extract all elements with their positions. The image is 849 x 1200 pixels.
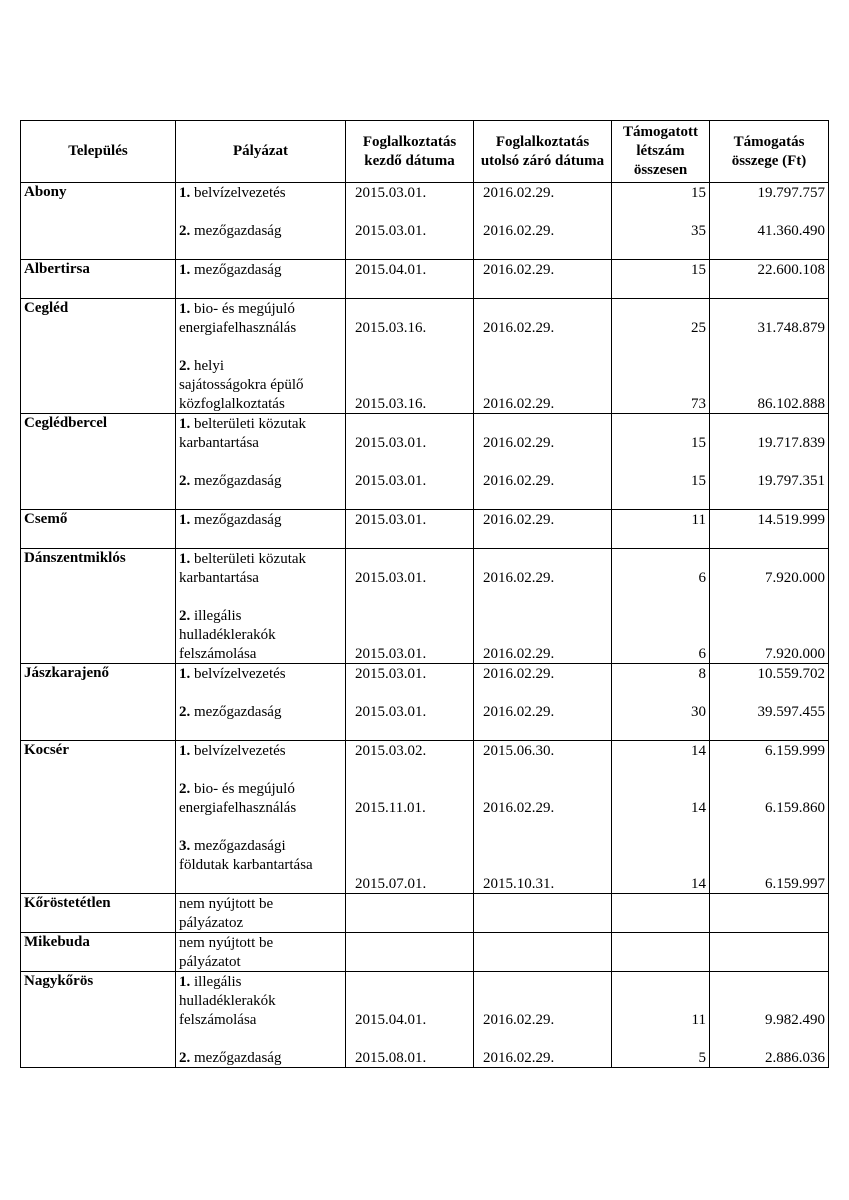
amount: 6.159.860 — [765, 800, 825, 816]
end-date: 2016.02.29. — [483, 262, 555, 278]
amount: 19.717.839 — [757, 435, 825, 451]
cell-osszeg — [710, 414, 829, 510]
entry-text: belterületi közutak karbantartása — [179, 551, 307, 586]
cell-zaro — [474, 260, 612, 299]
cell-zaro — [474, 549, 612, 664]
cell-kezdo — [346, 741, 474, 894]
header-letszam: Támogatott létszám összesen — [612, 121, 710, 183]
cell-letszam — [612, 299, 710, 414]
entry-text: mezőgazdaság — [194, 704, 282, 720]
entry-text: illegális hulladéklerakók felszámolása — [179, 608, 276, 662]
telepules-name: Kocsér — [24, 742, 69, 758]
cell-palyazat — [176, 549, 346, 664]
headcount: 11 — [691, 512, 706, 528]
start-date: 2015.08.01. — [355, 1050, 427, 1066]
cell-letszam — [612, 414, 710, 510]
entry-text: helyi sajátosságokra épülő közfoglalkoztatás — [179, 358, 304, 412]
palyazat-entry — [179, 837, 342, 875]
headcount: 15 — [691, 473, 706, 489]
end-date: 2016.02.29. — [483, 704, 555, 720]
no-application-note: nem nyújtott be pályázatoz — [179, 896, 274, 931]
cell-telepules — [21, 741, 176, 894]
palyazat-entry — [179, 184, 342, 203]
cell-letszam — [612, 972, 710, 1068]
telepules-name: Ceglédbercel — [24, 415, 108, 431]
cell-osszeg — [710, 510, 829, 549]
cell-kezdo — [346, 260, 474, 299]
end-date: 2015.06.30. — [483, 743, 555, 759]
entry-text: belvízelvezetés — [194, 185, 286, 201]
headcount: 6 — [698, 570, 706, 586]
amount: 86.102.888 — [757, 396, 825, 412]
header-palyazat: Pályázat — [176, 121, 346, 183]
entry-text: bio- és megújuló energiafelhasználás — [179, 781, 297, 816]
entry-number: 1. — [179, 551, 191, 567]
cell-zaro — [474, 664, 612, 741]
headcount: 15 — [691, 262, 706, 278]
headcount: 35 — [691, 223, 706, 239]
entry-number: 2. — [179, 223, 191, 239]
telepules-name: Albertirsa — [24, 261, 90, 277]
end-date: 2016.02.29. — [483, 320, 555, 336]
cell-osszeg — [710, 664, 829, 741]
telepules-name: Dánszentmiklós — [24, 550, 126, 566]
cell-kezdo — [346, 510, 474, 549]
cell-zaro — [474, 741, 612, 894]
amount: 7.920.000 — [765, 570, 825, 586]
palyazat-entry — [179, 511, 342, 530]
cell-telepules — [21, 260, 176, 299]
entry-number: 3. — [179, 838, 191, 854]
cell-zaro — [474, 894, 612, 933]
amount: 14.519.999 — [757, 512, 825, 528]
cell-osszeg — [710, 741, 829, 894]
cell-kezdo — [346, 414, 474, 510]
telepules-name: Nagykőrös — [24, 973, 94, 989]
cell-letszam — [612, 260, 710, 299]
entry-number: 2. — [179, 358, 191, 374]
headcount: 14 — [691, 743, 706, 759]
amount: 39.597.455 — [757, 704, 825, 720]
cell-telepules — [21, 183, 176, 260]
table-row — [21, 510, 829, 549]
palyazat-entry — [179, 300, 342, 338]
end-date: 2016.02.29. — [483, 666, 555, 682]
palyazat-entry — [179, 607, 342, 664]
headcount: 15 — [691, 185, 706, 201]
cell-telepules — [21, 549, 176, 664]
entry-text: belterületi közutak karbantartása — [179, 416, 307, 451]
palyazat-entry — [179, 973, 342, 1030]
entry-text: mezőgazdaság — [194, 1050, 282, 1066]
end-date: 2016.02.29. — [483, 570, 555, 586]
table-row — [21, 414, 829, 510]
cell-osszeg — [710, 933, 829, 972]
cell-letszam — [612, 549, 710, 664]
cell-letszam — [612, 741, 710, 894]
table-row — [21, 183, 829, 260]
start-date: 2015.03.01. — [355, 435, 427, 451]
entry-number: 1. — [179, 416, 191, 432]
amount: 9.982.490 — [765, 1012, 825, 1028]
header-zaro: Foglalkoztatás utolsó záró dátuma — [474, 121, 612, 183]
cell-telepules — [21, 510, 176, 549]
cell-letszam — [612, 183, 710, 260]
cell-telepules — [21, 299, 176, 414]
amount: 19.797.757 — [757, 185, 825, 201]
palyazat-entry — [179, 472, 342, 491]
telepules-name: Kőröstetétlen — [24, 895, 111, 911]
palyazat-entry — [179, 415, 342, 453]
end-date: 2016.02.29. — [483, 800, 555, 816]
header-telepules: Település — [21, 121, 176, 183]
headcount: 11 — [691, 1012, 706, 1028]
entry-number: 2. — [179, 473, 191, 489]
cell-osszeg — [710, 549, 829, 664]
cell-osszeg — [710, 260, 829, 299]
end-date: 2016.02.29. — [483, 396, 555, 412]
amount: 41.360.490 — [757, 223, 825, 239]
telepules-name: Csemő — [24, 511, 68, 527]
start-date: 2015.03.01. — [355, 570, 427, 586]
end-date: 2016.02.29. — [483, 646, 555, 662]
cell-zaro — [474, 414, 612, 510]
entry-number: 2. — [179, 1050, 191, 1066]
no-application-note: nem nyújtott be pályázatot — [179, 935, 274, 970]
telepules-name: Abony — [24, 184, 67, 200]
cell-kezdo — [346, 664, 474, 741]
entry-number: 1. — [179, 666, 191, 682]
cell-kezdo — [346, 972, 474, 1068]
start-date: 2015.03.01. — [355, 704, 427, 720]
start-date: 2015.03.01. — [355, 473, 427, 489]
palyazat-entry — [179, 703, 342, 722]
entry-number: 1. — [179, 743, 191, 759]
amount: 10.559.702 — [757, 666, 825, 682]
header-row — [21, 121, 829, 183]
headcount: 25 — [691, 320, 706, 336]
headcount: 14 — [691, 800, 706, 816]
end-date: 2016.02.29. — [483, 512, 555, 528]
start-date: 2015.03.01. — [355, 185, 427, 201]
entry-number: 1. — [179, 512, 191, 528]
cell-zaro — [474, 933, 612, 972]
cell-kezdo — [346, 933, 474, 972]
end-date: 2016.02.29. — [483, 1050, 555, 1066]
funding-table — [20, 120, 829, 1068]
table-row — [21, 741, 829, 894]
start-date: 2015.03.01. — [355, 666, 427, 682]
cell-palyazat — [176, 260, 346, 299]
telepules-name: Mikebuda — [24, 934, 90, 950]
start-date: 2015.11.01. — [355, 800, 426, 816]
cell-telepules — [21, 972, 176, 1068]
amount: 6.159.999 — [765, 743, 825, 759]
table-row — [21, 894, 829, 933]
amount: 31.748.879 — [757, 320, 825, 336]
cell-telepules — [21, 664, 176, 741]
palyazat-entry — [179, 1049, 342, 1068]
cell-palyazat — [176, 933, 346, 972]
table-row — [21, 260, 829, 299]
entry-text: mezőgazdasági földutak karbantartása — [179, 838, 313, 873]
cell-letszam — [612, 894, 710, 933]
cell-zaro — [474, 183, 612, 260]
headcount: 30 — [691, 704, 706, 720]
headcount: 6 — [698, 646, 706, 662]
headcount: 15 — [691, 435, 706, 451]
cell-telepules — [21, 933, 176, 972]
cell-letszam — [612, 933, 710, 972]
entry-number: 1. — [179, 301, 191, 317]
cell-kezdo — [346, 549, 474, 664]
headcount: 5 — [698, 1050, 706, 1066]
headcount: 73 — [691, 396, 706, 412]
cell-telepules — [21, 894, 176, 933]
telepules-name: Jászkarajenő — [24, 665, 109, 681]
amount: 19.797.351 — [757, 473, 825, 489]
cell-osszeg — [710, 299, 829, 414]
palyazat-entry — [179, 742, 342, 761]
entry-text: mezőgazdaság — [194, 262, 282, 278]
start-date: 2015.03.16. — [355, 396, 427, 412]
entry-text: belvízelvezetés — [194, 743, 286, 759]
table-body — [21, 183, 829, 1068]
table-row — [21, 972, 829, 1068]
cell-palyazat — [176, 741, 346, 894]
cell-letszam — [612, 510, 710, 549]
cell-osszeg — [710, 183, 829, 260]
cell-osszeg — [710, 894, 829, 933]
cell-osszeg — [710, 972, 829, 1068]
table-row — [21, 549, 829, 664]
cell-zaro — [474, 510, 612, 549]
end-date: 2016.02.29. — [483, 435, 555, 451]
entry-number: 2. — [179, 704, 191, 720]
entry-number: 1. — [179, 262, 191, 278]
cell-kezdo — [346, 894, 474, 933]
cell-zaro — [474, 972, 612, 1068]
end-date: 2016.02.29. — [483, 185, 555, 201]
entry-number: 2. — [179, 781, 191, 797]
palyazat-entry — [179, 780, 342, 818]
telepules-name: Cegléd — [24, 300, 69, 316]
start-date: 2015.03.16. — [355, 320, 427, 336]
amount: 6.159.997 — [765, 876, 825, 892]
start-date: 2015.04.01. — [355, 1012, 427, 1028]
cell-palyazat — [176, 414, 346, 510]
entry-text: illegális hulladéklerakók felszámolása — [179, 974, 276, 1028]
end-date: 2016.02.29. — [483, 223, 555, 239]
entry-text: mezőgazdaság — [194, 512, 282, 528]
cell-palyazat — [176, 894, 346, 933]
entry-text: mezőgazdaság — [194, 473, 282, 489]
entry-number: 2. — [179, 608, 191, 624]
amount: 7.920.000 — [765, 646, 825, 662]
start-date: 2015.03.02. — [355, 743, 427, 759]
palyazat-entry — [179, 261, 342, 280]
palyazat-entry — [179, 222, 342, 241]
table-row — [21, 933, 829, 972]
start-date: 2015.03.01. — [355, 512, 427, 528]
headcount: 14 — [691, 876, 706, 892]
palyazat-entry — [179, 550, 342, 588]
entry-text: mezőgazdaság — [194, 223, 282, 239]
end-date: 2016.02.29. — [483, 473, 555, 489]
cell-palyazat — [176, 510, 346, 549]
cell-kezdo — [346, 183, 474, 260]
header-osszeg: Támogatás összege (Ft) — [710, 121, 829, 183]
entry-text: belvízelvezetés — [194, 666, 286, 682]
amount: 22.600.108 — [757, 262, 825, 278]
header-kezdo: Foglalkoztatás kezdő dátuma — [346, 121, 474, 183]
cell-kezdo — [346, 299, 474, 414]
table-row — [21, 664, 829, 741]
entry-number: 1. — [179, 974, 191, 990]
entry-number: 1. — [179, 185, 191, 201]
start-date: 2015.04.01. — [355, 262, 427, 278]
entry-text: bio- és megújuló energiafelhasználás — [179, 301, 297, 336]
cell-palyazat — [176, 299, 346, 414]
cell-letszam — [612, 664, 710, 741]
table-row — [21, 299, 829, 414]
amount: 2.886.036 — [765, 1050, 825, 1066]
start-date: 2015.03.01. — [355, 223, 427, 239]
palyazat-entry — [179, 665, 342, 684]
cell-palyazat — [176, 664, 346, 741]
cell-palyazat — [176, 972, 346, 1068]
start-date: 2015.03.01. — [355, 646, 427, 662]
cell-palyazat — [176, 183, 346, 260]
headcount: 8 — [698, 666, 706, 682]
cell-telepules — [21, 414, 176, 510]
palyazat-entry — [179, 357, 342, 414]
end-date: 2015.10.31. — [483, 876, 555, 892]
start-date: 2015.07.01. — [355, 876, 427, 892]
cell-zaro — [474, 299, 612, 414]
end-date: 2016.02.29. — [483, 1012, 555, 1028]
